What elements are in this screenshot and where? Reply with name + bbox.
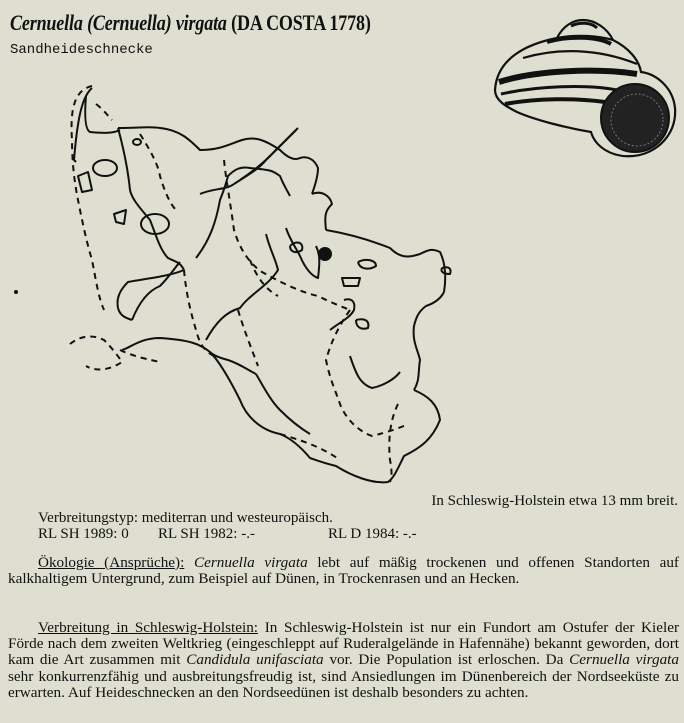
- red-list-row: [38, 526, 417, 542]
- distribution-text-1: In Schleswig-Holstein ist nur ein Fundort am Ostufer der Kieler Förde nach dem zweiten Weltkrieg (eingeschleppt auf Ruderalgelände in Hafennähe) bekannt geworden, dort kam die Art zusammen mit: [8, 619, 680, 669]
- genus: Cernuella: [10, 10, 83, 35]
- distribution-text-3: sehr konkurrenzfähig und ausbreitungsfreudig ist, sind Ansiedlungen im Dünenbereich der Nordseeküste zu erwarten. Auf Heideschnecken an den Nordseedünen ist deshalb besonders zu achten.: [8, 667, 679, 701]
- ecology-heading: Ökologie (Ansprüche):: [38, 554, 185, 571]
- size-note: In Schleswig-Holstein etwa 13 mm breit.: [431, 493, 678, 509]
- distribution-type: Verbreitungstyp: mediterran und westeuropäisch.: [38, 510, 333, 526]
- ecology-text: lebt auf mäßig trockenen und offenen Standorten auf kalkhaltigem Untergrund, zum Beispiel auf Dünen, in Trockenrasen und an Hecken.: [8, 554, 679, 588]
- distribution-paragraph: [8, 620, 679, 701]
- red-list-sh-1982: RL SH 1982: -.-: [158, 526, 255, 542]
- author-year: (DA COSTA 1778): [231, 10, 371, 35]
- distribution-heading: Verbreitung in Schleswig-Holstein:: [38, 619, 259, 636]
- species: virgata: [175, 10, 227, 35]
- red-list-d-1984: RL D 1984: -.-: [328, 526, 417, 542]
- species-title: [10, 10, 371, 36]
- ecology-paragraph: [8, 555, 679, 587]
- locality-marker: [318, 247, 332, 261]
- common-name: Sandheideschnecke: [10, 42, 153, 58]
- ecology-species: Cernuella virgata: [193, 554, 308, 571]
- subgenus: (Cernuella): [87, 10, 172, 35]
- distribution-italic-2: Cernuella virgata: [569, 651, 679, 669]
- distribution-italic-1: Candidula unifasciata: [186, 651, 324, 669]
- distribution-text-2: vor. Die Population ist erloschen. Da: [323, 651, 570, 669]
- facts-block: [38, 510, 417, 542]
- red-list-sh-1989: RL SH 1989: 0: [38, 526, 129, 542]
- snail-shell-icon: [487, 8, 679, 160]
- distribution-map: [0, 70, 470, 490]
